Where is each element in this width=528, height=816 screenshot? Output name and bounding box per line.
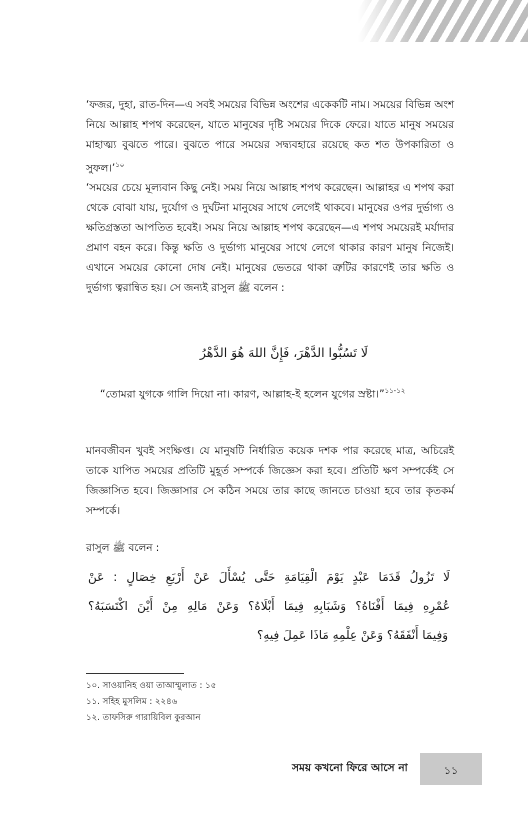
hadith-arabic-line-1: لَا تَزُولُ قَدَمَا عَبْدٍ يَوْمَ الْقِيَامَةِ حَتَّى يُسْأَلَ عَنْ أَرْبَعِ خِصَالٍ : عَنْ bbox=[88, 570, 450, 584]
hadith-arabic-1: لَا تَسُبُّوا الدَّهْرَ، فَإِنَّ اللهَ هُوَ الدَّهْرُ bbox=[199, 345, 368, 360]
footnote-10: ১০. সাওয়ানিহ ওয়া তাআম্মুলাত : ১৫ bbox=[86, 681, 217, 691]
footnote-12: ১২. তাফসিরু গারায়িবিল কুরআন bbox=[86, 713, 201, 723]
paragraph-time-value: ‘সময়ের চেয়ে মূল্যবান কিছু নেই। সময় নিয়ে আল্লাহ শপথ করেছেন। আল্লাহর এ শপথ করা থেকে বোঝা যায়, দুর্যোগ ও দুর্ঘটনা মানুষের সাথে লেগেই থাকবে। মানুষের ওপর দুর্ভাগ্য ও ক্ষতিগ্রস্ততা আপতিত হবেই। সময় নিয়ে আল্লাহ শপথ করেছেন—এ শপথ সময়েরই মর্যাদার প্রমাণ বহন করে। কিন্তু ক্ষতি ও দুর্ভাগ্য মানুষের সাথে লেগে থাকার কারণ মানুষ নিজেই। এখানে সময়ের কোনো দোষ নেই। মানুষের ভেতরে থাকা ত্রুটির কারণেই তার ক্ষতি ও দুর্ভাগ্য ত্বরান্বিত হয়। সে জন্যই রাসুল ﷺ বলেন : bbox=[86, 182, 454, 294]
paragraph-human-life: মানবজীবন খুবই সংক্ষিপ্ত। যে মানুষটি নির্ধারিত কয়েক দশক পার করেছে মাত্র, অচিরেই তাকে যাপিত সময়ের প্রতিটি মুহূর্ত সম্পর্কে জিজ্ঞেস করা হবে। প্রতিটি ক্ষণ সম্পর্কেই সে জিজ্ঞাসিত হবে। জিজ্ঞাসার সে কঠিন সময়ে তার কাছে জানতে চাওয়া হবে তার কৃতকর্ম সম্পর্কে। bbox=[86, 445, 454, 517]
rasul-says-label: রাসুল ﷺ বলেন : bbox=[86, 542, 160, 554]
corner-stripe-decoration bbox=[358, 0, 528, 42]
paragraph-fajr: ‘ফজর, দুহা, রাত-দিন—এ সবই সময়ের বিভিন্ন অংশের একেকটি নাম। সময়ের বিভিন্ন অংশ নিয়ে আল্লাহ শপথ করেছেন, যাতে মানুষের দৃষ্টি সময়ের দিকে ফেরে। যাতে মানুষ সময়ের মাহাত্ম্য বুঝতে পারে। বুঝতে পারে সময়ের সদ্ব্যবহারে রয়েছে কত শত উপকারিতা ও সুফল।’$^{১০}$ bbox=[86, 99, 454, 175]
hadith-arabic-line-2: عُمْرِهِ فِيمَا أَفْنَاهُ؟ وَشَبَابِهِ فِيمَا أَبْلَاهُ؟ وَعَنْ مَالِهِ مِنْ أَيْنَ اكْتَسَبَهُ؟ bbox=[88, 599, 450, 613]
footnote-ref-11-12: ১১-১২ bbox=[384, 387, 406, 395]
footnote-divider bbox=[86, 673, 184, 674]
running-footer-book-title: সময় কখনো ফিরে আসে না bbox=[292, 762, 408, 774]
hadith-translation-1: “তোমরা যুগকে গালি দিয়ো না। কারণ, আল্লাহ-ই হলেন যুগের স্রষ্টা।”$^{১১-১২}$ bbox=[100, 387, 406, 401]
footnote-11: ১১. সহিহ মুসলিম : ২২৪৬ bbox=[86, 697, 178, 707]
page-number-box bbox=[420, 753, 482, 785]
footnote-ref-10: ১০ bbox=[115, 161, 125, 169]
page-number: ১১ bbox=[443, 764, 459, 777]
hadith-arabic-line-3: وَفِيمَا أَنْفَقَهُ؟ وَعَنْ عِلْمِهِ مَاذَا عَمِلَ فِيهِ؟ bbox=[257, 628, 448, 642]
